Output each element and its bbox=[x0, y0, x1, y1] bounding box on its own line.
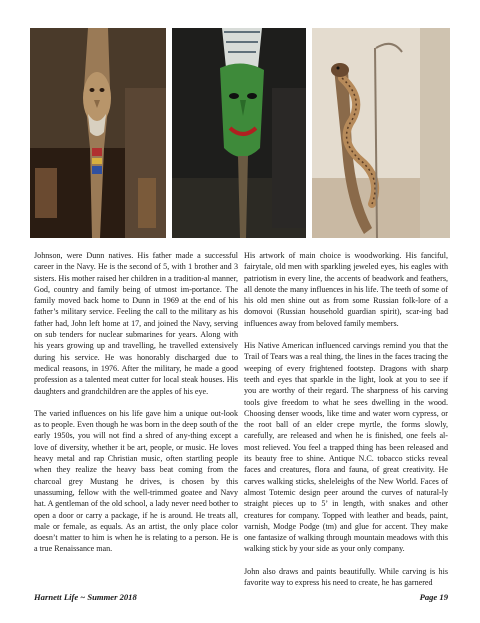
right-paragraph-3: John also draws and paints beautifully. While carving is his favorite way to express his need to create, he has garnered bbox=[244, 566, 448, 588]
right-text-column bbox=[244, 250, 448, 599]
publication-footer: Harnett Life ~ Summer 2018 bbox=[34, 592, 137, 602]
right-paragraph-2: His Native American influenced carvings remind you that the Trail of Tears was a real thing, the lines in the faces tracing the weeping of every frightened footstep. Dragons with sharp teeth and eyes that sparkle in the light, look at you to see if you are worthy of their regard. The sharpness of his carving tools give freedom to what he sees dwelling in the wood. Choosing denser woods, like time and water worn cypress, or the root ball of an elder crepe myrtle, the forms slowly, carefully, are released and when he is finished, one feels al-most relieved. You feel a trapped thing has been released and its beauty free to shine. Antique N.C. tobacco sticks reveal faces and creatures, flora and fauna, of great creativity. He carves walking sticks, sheleleighs of the New World. Faces of almost Totemic design peer around the curves of natural-ly straight pieces up to 5’ in length, with snakes and other creatures for company. Topped with leather and beads, paint, varnish, Modge Podge (tm) and glue for accent. They make one fantasize of walking through mountain meadows with this walking stick by your side as your only company. bbox=[244, 341, 448, 554]
carved-serpent-walking-stick-photo bbox=[312, 28, 450, 238]
carved-face-walking-stick-photo bbox=[30, 28, 166, 238]
left-paragraph-2: The varied influences on his life gave him a unique out-look as to people. Even though he was born in the deep south of the early 1950s, you will not find a shred of any-thing except a love of diversity, whether it be art, people, or music. He loves heavy metal and rap Christian music, often startling people when they realize the heavy bass beat coming from the charcoal grey Mustang he drives, is chosen by this unassuming, fellow with the well-trimmed goatee and Navy hat. A gentleman of the old school, a lady never need bother to open a door or carry a package, if he is around. He treats all, male or female, as equals. As an artist, the only place color doesn’t matter to him is when he is relating to a person. He is a true Renaissance man. bbox=[34, 408, 238, 554]
left-text-column bbox=[34, 250, 238, 566]
painted-green-face-walking-stick-photo bbox=[172, 28, 306, 238]
painted-green-face-walking-stick-image bbox=[172, 28, 306, 238]
right-paragraph-1: His artwork of main choice is woodworking. His fanciful, fairytale, old men with sparkling jeweled eyes, his eagles with patriotism in every line, the accents of beadwork and feathers, all denote the many influences in his life. The teeth of some of his old men shine out as from some Russian folk-lore of a domovoi (Russian household guardian spirit), scar-ing bad influences away from beloved family members. bbox=[244, 251, 448, 328]
page-number: Page 19 bbox=[419, 592, 448, 602]
carved-face-walking-stick-image bbox=[30, 28, 166, 238]
left-paragraph-1: Johnson, were Dunn natives. His father made a successful career in the Navy. He is the second of 5, with 1 brother and 3 sisters. His mother raised her children in a tradition-al manner, God, country and family being of utmost im-portance. The family moved back home to Dunn in 1969 at the end of his father’s military service. Feeling the call to the military as his father had, John left home at 17, and joined the Navy, serving on sub tenders for nuclear submarines for years. Along with his years growing up and travelling, he travelled extensively during his service. He was honorably discharged due to medical reasons, in 1976. After the military, he made a good profession as a talented meat cutter for local steak houses. His daughters and grandchildren are the apples of his eye. bbox=[34, 251, 238, 396]
carved-serpent-walking-stick-image bbox=[312, 28, 450, 238]
